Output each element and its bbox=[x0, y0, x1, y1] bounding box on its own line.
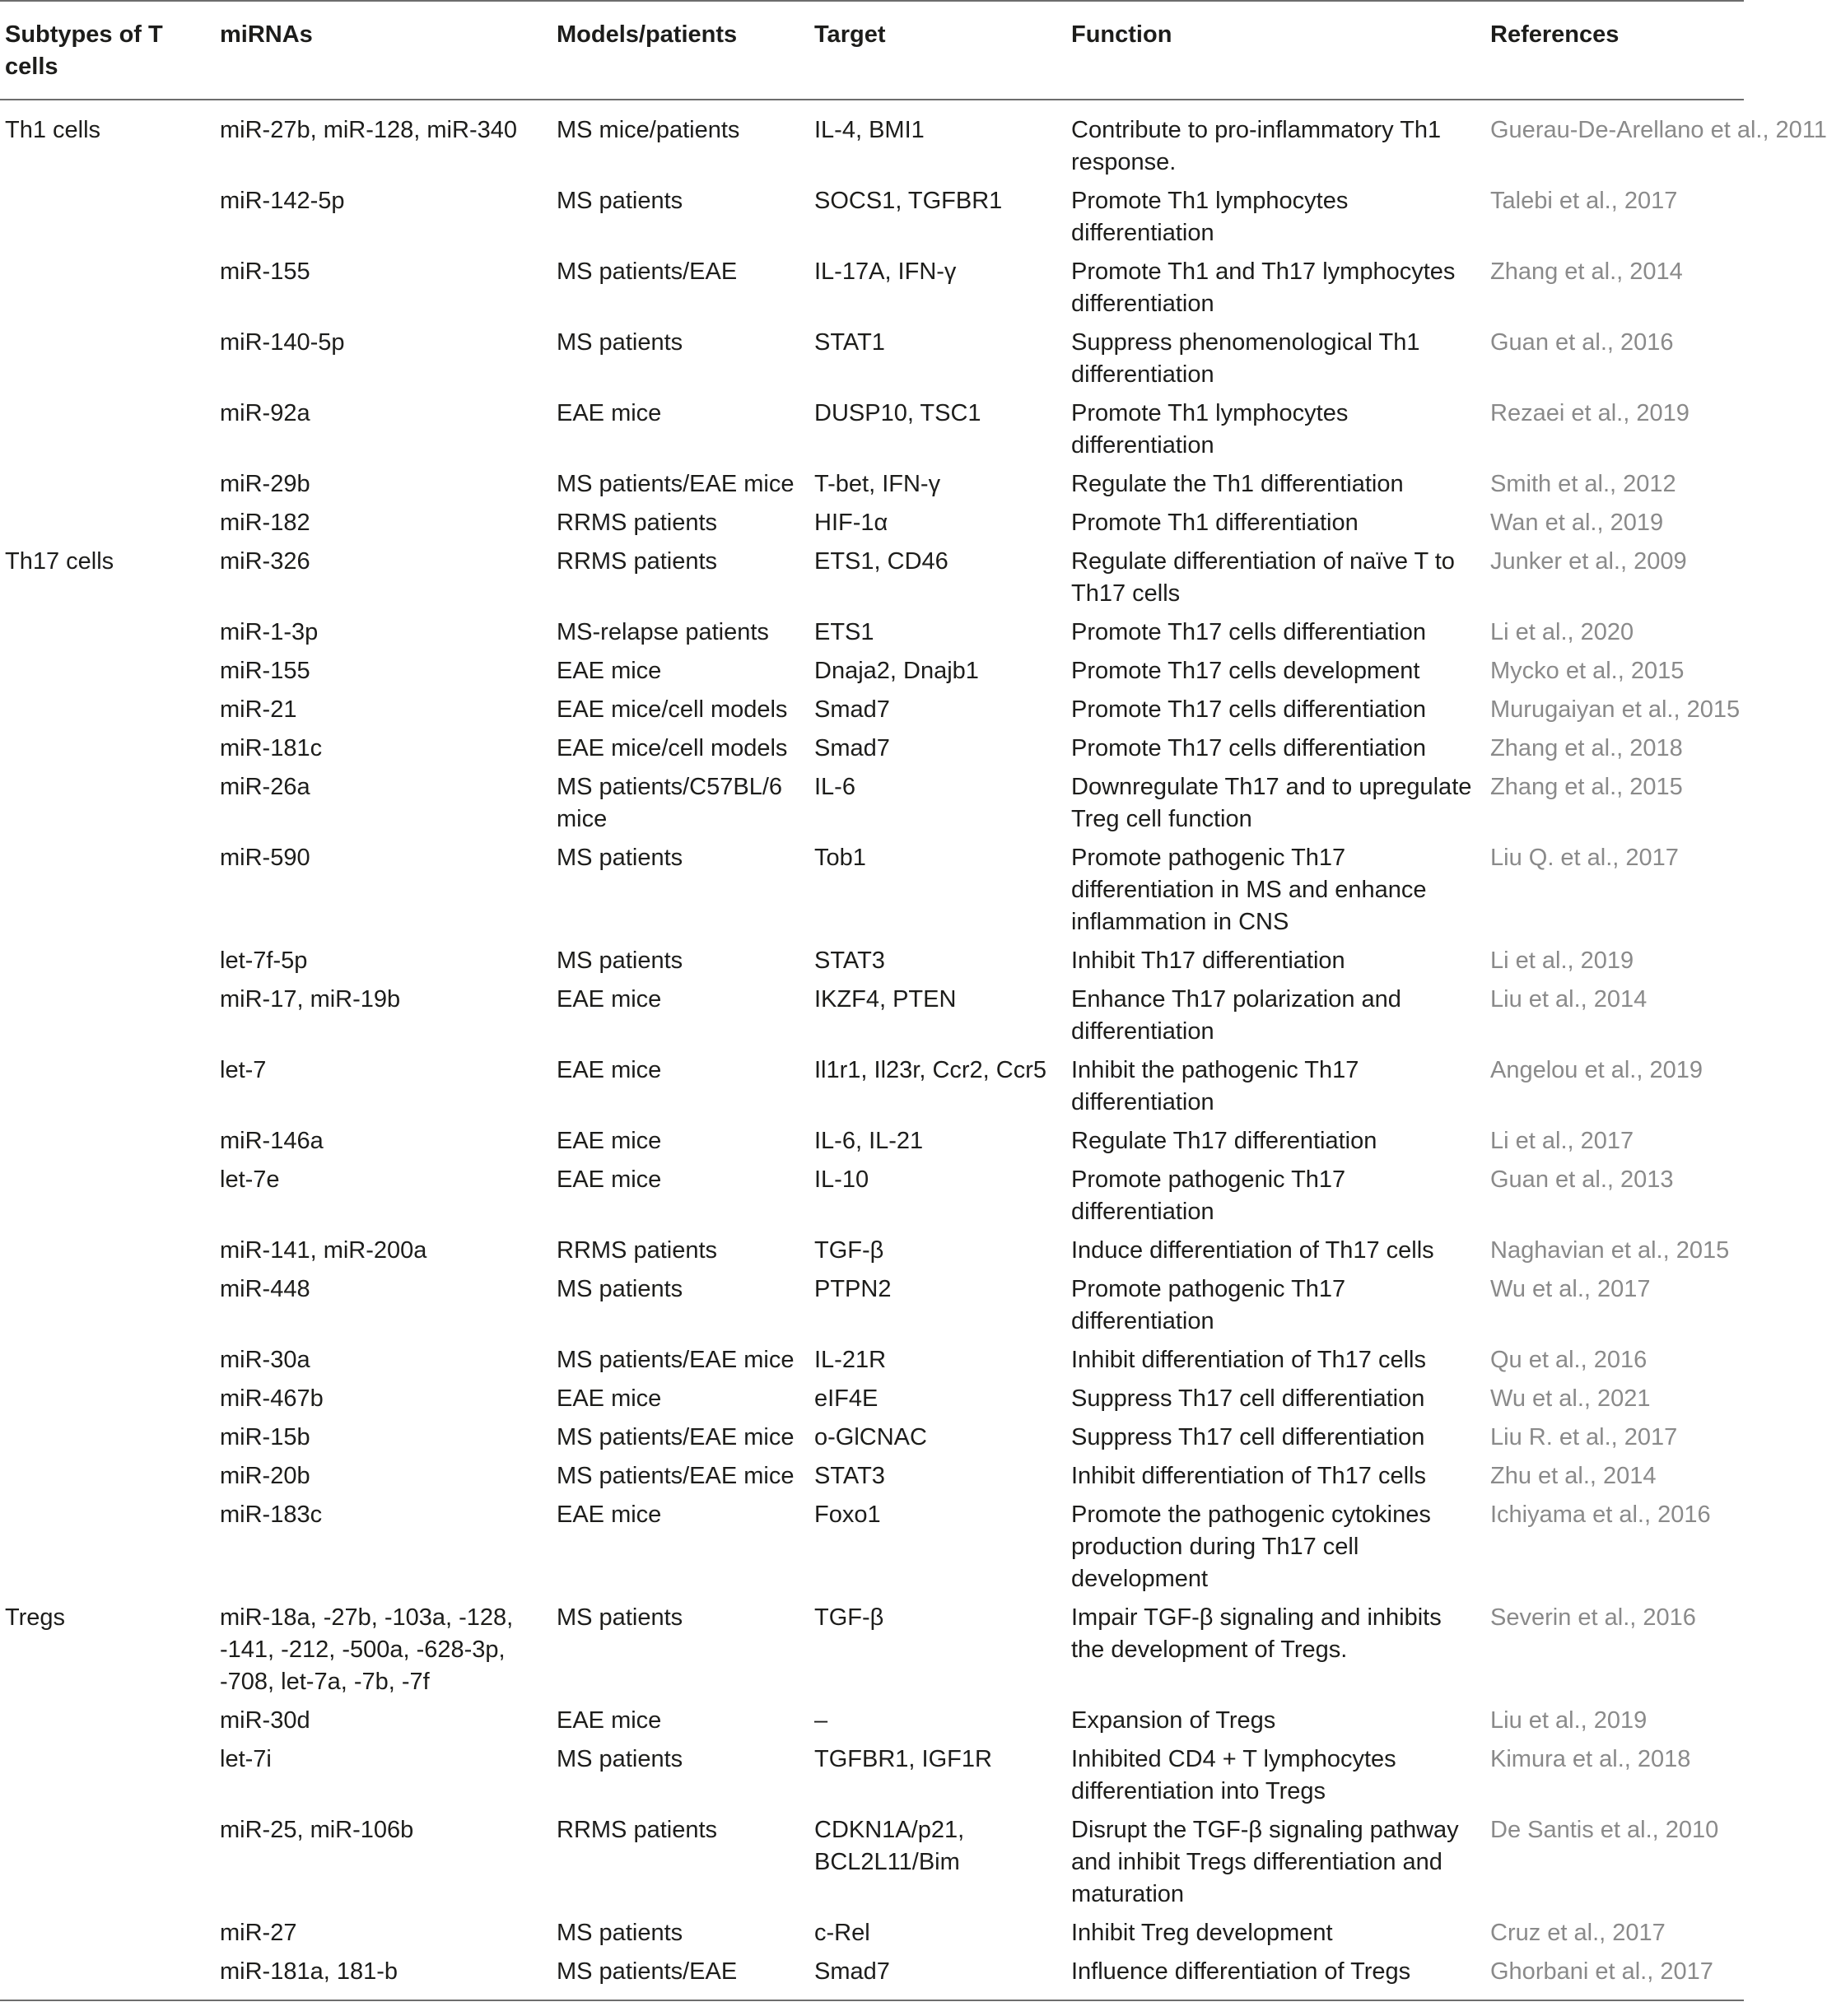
cell-reference: Wan et al., 2019 bbox=[1490, 510, 1664, 536]
cell-mirnas: let-7i bbox=[220, 1746, 272, 1772]
cell-models: EAE mice bbox=[557, 1166, 662, 1193]
table-row bbox=[0, 1914, 1744, 1953]
cell-mirnas: miR-141, miR-200a bbox=[220, 1237, 427, 1264]
cell-mirnas: miR-15b bbox=[220, 1424, 310, 1450]
cell-target: ETS1, CD46 bbox=[814, 548, 948, 575]
cell-function: Promote Th17 cells differentiation bbox=[1071, 619, 1426, 645]
cell-mirnas: let-7e bbox=[220, 1166, 280, 1193]
cell-reference: Cruz et al., 2017 bbox=[1490, 1920, 1666, 1946]
cell-models: MS patients/C57BL/6 mice bbox=[557, 774, 783, 832]
cell-function: Promote the pathogenic cytokines production during Th17 cell development bbox=[1071, 1502, 1431, 1592]
table-row bbox=[0, 1161, 1744, 1231]
header-references: References bbox=[1490, 21, 1620, 48]
cell-subtype bbox=[0, 1122, 215, 1161]
cell-reference: Wu et al., 2017 bbox=[1490, 1276, 1651, 1302]
cell-target: IL-10 bbox=[814, 1166, 869, 1193]
table-row bbox=[0, 1341, 1744, 1380]
table-row bbox=[0, 324, 1744, 394]
cell-reference: Liu et al., 2019 bbox=[1490, 1707, 1648, 1734]
cell-subtype bbox=[0, 1231, 215, 1270]
table-row bbox=[0, 980, 1744, 1051]
cell-target: TGFBR1, IGF1R bbox=[814, 1746, 992, 1772]
cell-models: RRMS patients bbox=[557, 1817, 718, 1843]
table-row bbox=[0, 1380, 1744, 1418]
cell-models: RRMS patients bbox=[557, 510, 718, 536]
cell-function: Inhibit the pathogenic Th17 differentiation bbox=[1071, 1057, 1359, 1115]
cell-mirnas: miR-182 bbox=[220, 510, 310, 536]
cell-models: MS patients bbox=[557, 947, 683, 974]
cell-target: c-Rel bbox=[814, 1920, 870, 1946]
cell-reference: Li et al., 2020 bbox=[1490, 619, 1634, 645]
cell-target: Foxo1 bbox=[814, 1502, 881, 1528]
header-target: Target bbox=[814, 21, 886, 48]
cell-subtype bbox=[0, 1702, 215, 1740]
cell-mirnas: miR-21 bbox=[220, 696, 297, 723]
cell-models: MS patients/EAE bbox=[557, 1958, 738, 1985]
cell-subtype bbox=[0, 1418, 215, 1457]
cell-mirnas: miR-1-3p bbox=[220, 619, 319, 645]
cell-models: MS patients bbox=[557, 329, 683, 356]
header-row bbox=[0, 1, 1744, 100]
cell-target: IKZF4, PTEN bbox=[814, 986, 957, 1013]
cell-models: MS patients bbox=[557, 845, 683, 871]
table-row bbox=[0, 253, 1744, 324]
cell-reference: Guerau-De-Arellano et al., 2011 bbox=[1490, 117, 1827, 143]
cell-target: ETS1 bbox=[814, 619, 874, 645]
cell-subtype bbox=[0, 1341, 215, 1380]
cell-target: Smad7 bbox=[814, 1958, 890, 1985]
cell-target: Smad7 bbox=[814, 696, 890, 723]
cell-function: Inhibited CD4 + T lymphocytes differentiation into Tregs bbox=[1071, 1746, 1396, 1804]
cell-function: Suppress Th17 cell differentiation bbox=[1071, 1385, 1425, 1412]
cell-function: Promote Th1 lymphocytes differentiation bbox=[1071, 188, 1349, 246]
cell-reference: Liu Q. et al., 2017 bbox=[1490, 845, 1679, 871]
cell-subtype bbox=[0, 1380, 215, 1418]
cell-mirnas: miR-140-5p bbox=[220, 329, 345, 356]
cell-models: EAE mice bbox=[557, 1502, 662, 1528]
cell-mirnas: miR-18a, -27b, -103a, -128, -141, -212, -500a, -628-3p, -708, let-7a, -7b, -7f bbox=[220, 1604, 514, 1695]
cell-target: STAT3 bbox=[814, 947, 885, 974]
cell-reference: Liu et al., 2014 bbox=[1490, 986, 1648, 1013]
cell-models: MS patients bbox=[557, 1276, 683, 1302]
table-row bbox=[0, 1599, 1744, 1702]
cell-subtype bbox=[0, 1953, 215, 2000]
cell-mirnas: miR-17, miR-19b bbox=[220, 986, 401, 1013]
cell-subtype: Th17 cells bbox=[5, 548, 114, 575]
cell-function: Enhance Th17 polarization and differentiation bbox=[1071, 986, 1401, 1045]
cell-target: T-bet, IFN-γ bbox=[814, 471, 941, 497]
cell-reference: Murugaiyan et al., 2015 bbox=[1490, 696, 1741, 723]
table-row bbox=[0, 1122, 1744, 1161]
cell-models: MS patients/EAE bbox=[557, 258, 738, 285]
table-row bbox=[0, 942, 1744, 980]
cell-reference: Junker et al., 2009 bbox=[1490, 548, 1687, 575]
cell-function: Influence differentiation of Tregs bbox=[1071, 1958, 1411, 1985]
cell-reference: Angelou et al., 2019 bbox=[1490, 1057, 1703, 1083]
cell-reference: Guan et al., 2013 bbox=[1490, 1166, 1674, 1193]
cell-target: eIF4E bbox=[814, 1385, 879, 1412]
cell-target: – bbox=[814, 1707, 828, 1734]
cell-subtype bbox=[0, 1496, 215, 1599]
cell-target: SOCS1, TGFBR1 bbox=[814, 188, 1003, 214]
cell-reference: Rezaei et al., 2019 bbox=[1490, 400, 1690, 426]
cell-target: IL-6 bbox=[814, 774, 855, 800]
table-row bbox=[0, 839, 1744, 942]
table-row bbox=[0, 768, 1744, 839]
cell-function: Contribute to pro-inflammatory Th1 response. bbox=[1071, 117, 1442, 175]
header-subtypes: Subtypes of T cells bbox=[5, 21, 163, 80]
table-row bbox=[0, 1496, 1744, 1599]
cell-target: Smad7 bbox=[814, 735, 890, 761]
cell-function: Inhibit differentiation of Th17 cells bbox=[1071, 1463, 1426, 1489]
table-row bbox=[0, 1702, 1744, 1740]
table-row bbox=[0, 1270, 1744, 1341]
header-mirnas: miRNAs bbox=[220, 21, 313, 48]
table-row bbox=[0, 1811, 1744, 1914]
cell-mirnas: miR-590 bbox=[220, 845, 310, 871]
cell-models: EAE mice bbox=[557, 1385, 662, 1412]
cell-models: MS patients/EAE mice bbox=[557, 1347, 795, 1373]
cell-function: Expansion of Tregs bbox=[1071, 1707, 1276, 1734]
cell-subtype bbox=[0, 465, 215, 504]
table-row bbox=[0, 465, 1744, 504]
cell-mirnas: miR-30a bbox=[220, 1347, 310, 1373]
cell-reference: Liu R. et al., 2017 bbox=[1490, 1424, 1678, 1450]
table-body bbox=[0, 100, 1827, 2000]
cell-function: Impair TGF-β signaling and inhibits the development of Tregs. bbox=[1071, 1604, 1442, 1663]
cell-function: Promote Th17 cells differentiation bbox=[1071, 696, 1426, 723]
cell-models: MS patients/EAE mice bbox=[557, 471, 795, 497]
cell-models: MS-relapse patients bbox=[557, 619, 769, 645]
cell-subtype bbox=[0, 504, 215, 542]
cell-mirnas: miR-26a bbox=[220, 774, 310, 800]
cell-models: EAE mice bbox=[557, 1057, 662, 1083]
cell-reference: Talebi et al., 2017 bbox=[1490, 188, 1678, 214]
table-row bbox=[0, 100, 1744, 182]
cell-target: TGF-β bbox=[814, 1237, 884, 1264]
cell-target: IL-21R bbox=[814, 1347, 887, 1373]
cell-target: DUSP10, TSC1 bbox=[814, 400, 981, 426]
cell-mirnas: miR-30d bbox=[220, 1707, 310, 1734]
cell-target: HIF-1α bbox=[814, 510, 888, 536]
cell-mirnas: miR-467b bbox=[220, 1385, 324, 1412]
cell-subtype bbox=[0, 691, 215, 729]
cell-mirnas: miR-27b, miR-128, miR-340 bbox=[220, 117, 517, 143]
cell-reference: Li et al., 2017 bbox=[1490, 1128, 1634, 1154]
cell-function: Promote Th1 differentiation bbox=[1071, 510, 1359, 536]
cell-function: Regulate Th17 differentiation bbox=[1071, 1128, 1377, 1154]
cell-function: Promote Th1 and Th17 lymphocytes differentiation bbox=[1071, 258, 1456, 317]
cell-subtype: Tregs bbox=[5, 1604, 66, 1631]
cell-mirnas: let-7f-5p bbox=[220, 947, 308, 974]
cell-mirnas: miR-25, miR-106b bbox=[220, 1817, 414, 1843]
cell-target: TGF-β bbox=[814, 1604, 884, 1631]
table-header bbox=[0, 1, 1744, 100]
cell-models: MS patients bbox=[557, 188, 683, 214]
cell-target: PTPN2 bbox=[814, 1276, 892, 1302]
cell-subtype bbox=[0, 613, 215, 652]
cell-mirnas: miR-181c bbox=[220, 735, 323, 761]
cell-subtype bbox=[0, 1457, 215, 1496]
cell-target: STAT3 bbox=[814, 1463, 885, 1489]
cell-models: EAE mice bbox=[557, 1128, 662, 1154]
cell-models: EAE mice bbox=[557, 400, 662, 426]
cell-mirnas: let-7 bbox=[220, 1057, 267, 1083]
cell-reference: Ghorbani et al., 2017 bbox=[1490, 1958, 1713, 1985]
table-row bbox=[0, 1418, 1744, 1457]
cell-mirnas: miR-27 bbox=[220, 1920, 297, 1946]
table-row bbox=[0, 542, 1744, 613]
table-row bbox=[0, 652, 1744, 691]
cell-subtype: Th1 cells bbox=[5, 117, 101, 143]
cell-models: MS mice/patients bbox=[557, 117, 740, 143]
cell-reference: Zhang et al., 2018 bbox=[1490, 735, 1683, 761]
table-row bbox=[0, 1953, 1744, 2000]
cell-subtype bbox=[0, 1740, 215, 1811]
cell-models: EAE mice bbox=[557, 1707, 662, 1734]
cell-subtype bbox=[0, 1914, 215, 1953]
header-function: Function bbox=[1071, 21, 1172, 48]
table-row bbox=[0, 1740, 1744, 1811]
cell-mirnas: miR-155 bbox=[220, 658, 310, 684]
cell-function: Induce differentiation of Th17 cells bbox=[1071, 1237, 1434, 1264]
cell-reference: Zhang et al., 2015 bbox=[1490, 774, 1683, 800]
cell-mirnas: miR-92a bbox=[220, 400, 310, 426]
cell-subtype bbox=[0, 1270, 215, 1341]
cell-reference: Smith et al., 2012 bbox=[1490, 471, 1676, 497]
table-row bbox=[0, 182, 1744, 253]
cell-subtype bbox=[0, 324, 215, 394]
cell-subtype bbox=[0, 768, 215, 839]
cell-mirnas: miR-29b bbox=[220, 471, 310, 497]
table-row bbox=[0, 729, 1744, 768]
cell-function: Promote pathogenic Th17 differentiation bbox=[1071, 1276, 1346, 1334]
cell-target: Il1r1, Il23r, Ccr2, Ccr5 bbox=[814, 1057, 1047, 1083]
cell-subtype bbox=[0, 839, 215, 942]
cell-function: Promote pathogenic Th17 differentiation in MS and enhance inflammation in CNS bbox=[1071, 845, 1427, 935]
cell-function: Suppress Th17 cell differentiation bbox=[1071, 1424, 1425, 1450]
cell-reference: Zhang et al., 2014 bbox=[1490, 258, 1683, 285]
cell-target: Dnaja2, Dnajb1 bbox=[814, 658, 979, 684]
cell-models: EAE mice bbox=[557, 658, 662, 684]
cell-reference: Naghavian et al., 2015 bbox=[1490, 1237, 1730, 1264]
cell-target: Tob1 bbox=[814, 845, 866, 871]
cell-function: Inhibit Th17 differentiation bbox=[1071, 947, 1345, 974]
cell-mirnas: miR-142-5p bbox=[220, 188, 345, 214]
cell-models: MS patients bbox=[557, 1604, 683, 1631]
cell-reference: Qu et al., 2016 bbox=[1490, 1347, 1648, 1373]
cell-subtype bbox=[0, 729, 215, 768]
cell-models: MS patients bbox=[557, 1920, 683, 1946]
cell-function: Inhibit Treg development bbox=[1071, 1920, 1333, 1946]
cell-function: Disrupt the TGF-β signaling pathway and inhibit Tregs differentiation and maturation bbox=[1071, 1817, 1459, 1907]
cell-reference: Zhu et al., 2014 bbox=[1490, 1463, 1657, 1489]
cell-subtype bbox=[0, 652, 215, 691]
cell-reference: Severin et al., 2016 bbox=[1490, 1604, 1696, 1631]
cell-target: o-GlCNAC bbox=[814, 1424, 927, 1450]
cell-models: MS patients/EAE mice bbox=[557, 1463, 795, 1489]
cell-subtype bbox=[0, 1051, 215, 1122]
cell-function: Suppress phenomenological Th1 differentiation bbox=[1071, 329, 1420, 388]
cell-mirnas: miR-181a, 181-b bbox=[220, 1958, 398, 1985]
cell-mirnas: miR-146a bbox=[220, 1128, 324, 1154]
cell-mirnas: miR-326 bbox=[220, 548, 310, 575]
cell-subtype bbox=[0, 1811, 215, 1914]
cell-models: MS patients bbox=[557, 1746, 683, 1772]
table-row bbox=[0, 613, 1744, 652]
cell-subtype bbox=[0, 942, 215, 980]
cell-reference: Kimura et al., 2018 bbox=[1490, 1746, 1691, 1772]
cell-reference: De Santis et al., 2010 bbox=[1490, 1817, 1719, 1843]
cell-function: Promote Th1 lymphocytes differentiation bbox=[1071, 400, 1349, 459]
cell-reference: Guan et al., 2016 bbox=[1490, 329, 1674, 356]
cell-subtype bbox=[0, 253, 215, 324]
cell-models: RRMS patients bbox=[557, 1237, 718, 1264]
cell-subtype bbox=[0, 394, 215, 465]
cell-models: RRMS patients bbox=[557, 548, 718, 575]
cell-models: EAE mice/cell models bbox=[557, 696, 788, 723]
cell-function: Downregulate Th17 and to upregulate Treg cell function bbox=[1071, 774, 1472, 832]
header-models: Models/patients bbox=[557, 21, 738, 48]
cell-reference: Li et al., 2019 bbox=[1490, 947, 1634, 974]
cell-function: Regulate the Th1 differentiation bbox=[1071, 471, 1404, 497]
cell-function: Promote Th17 cells differentiation bbox=[1071, 735, 1426, 761]
cell-subtype bbox=[0, 1161, 215, 1231]
table-row bbox=[0, 394, 1744, 465]
cell-mirnas: miR-448 bbox=[220, 1276, 310, 1302]
cell-subtype bbox=[0, 980, 215, 1051]
cell-models: EAE mice bbox=[557, 986, 662, 1013]
cell-target: CDKN1A/p21, BCL2L11/Bim bbox=[814, 1817, 965, 1875]
cell-models: EAE mice/cell models bbox=[557, 735, 788, 761]
cell-mirnas: miR-183c bbox=[220, 1502, 323, 1528]
cell-function: Inhibit differentiation of Th17 cells bbox=[1071, 1347, 1426, 1373]
cell-models: MS patients/EAE mice bbox=[557, 1424, 795, 1450]
cell-reference: Wu et al., 2021 bbox=[1490, 1385, 1651, 1412]
cell-reference: Ichiyama et al., 2016 bbox=[1490, 1502, 1711, 1528]
cell-target: STAT1 bbox=[814, 329, 885, 356]
table-row bbox=[0, 1457, 1744, 1496]
cell-function: Regulate differentiation of naïve T to Th17 cells bbox=[1071, 548, 1455, 607]
cell-target: IL-6, IL-21 bbox=[814, 1128, 924, 1154]
table-row bbox=[0, 1051, 1744, 1122]
cell-subtype bbox=[0, 182, 215, 253]
cell-mirnas: miR-155 bbox=[220, 258, 310, 285]
table-row bbox=[0, 1231, 1744, 1270]
cell-function: Promote pathogenic Th17 differentiation bbox=[1071, 1166, 1346, 1225]
cell-mirnas: miR-20b bbox=[220, 1463, 310, 1489]
cell-target: IL-17A, IFN-γ bbox=[814, 258, 957, 285]
cell-reference: Mycko et al., 2015 bbox=[1490, 658, 1685, 684]
cell-function: Promote Th17 cells development bbox=[1071, 658, 1420, 684]
table-row bbox=[0, 504, 1744, 542]
table-row bbox=[0, 691, 1744, 729]
cell-target: IL-4, BMI1 bbox=[814, 117, 925, 143]
